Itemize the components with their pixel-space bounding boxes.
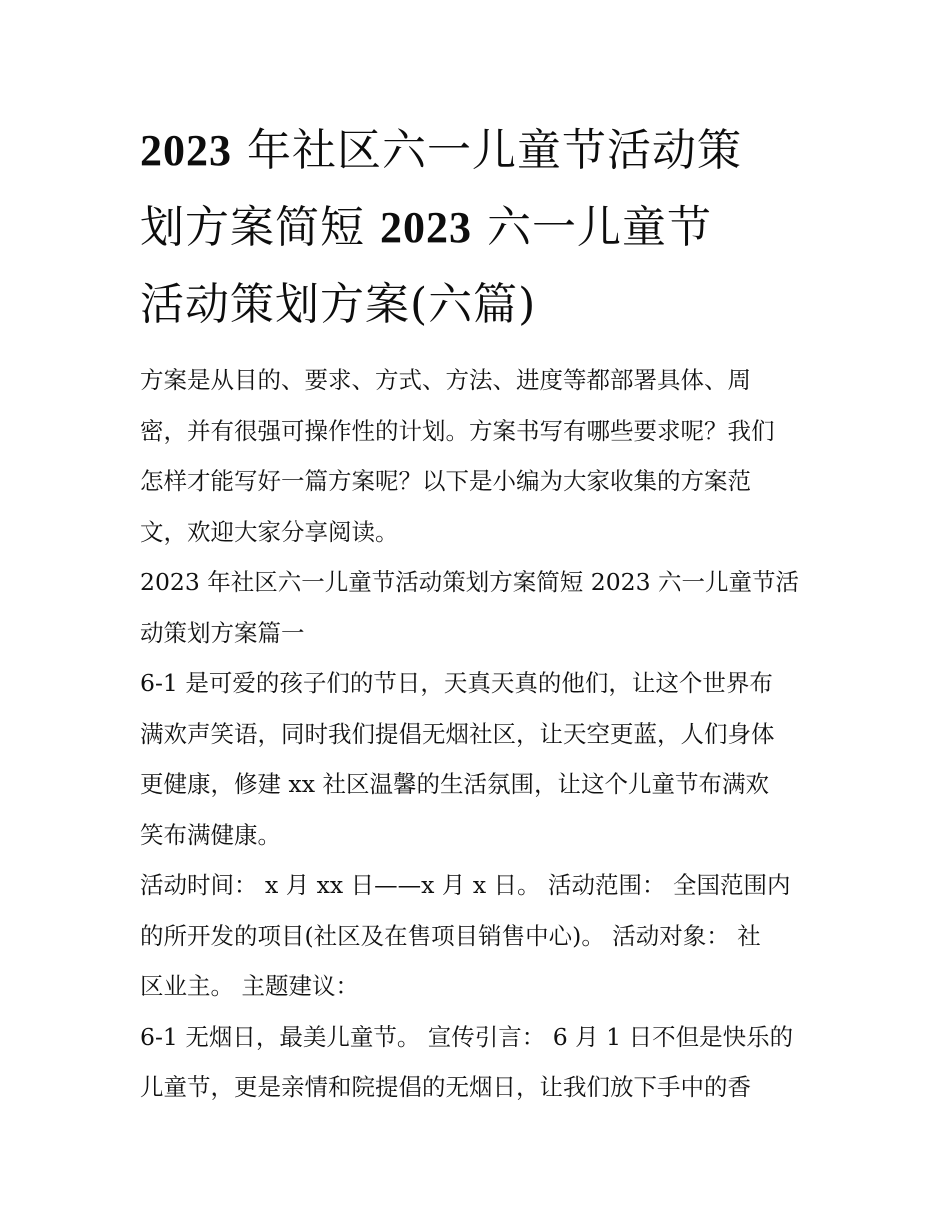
text-line: 的所开发的项目(社区及在售项目销售中心)。 活动对象： 社 bbox=[140, 921, 761, 950]
text-line: 活动时间： x 月 xx 日——x 月 x 日。 活动范围： 全国范围内 bbox=[140, 871, 791, 899]
document-body bbox=[140, 355, 820, 1113]
text-line: 区业主。 主题建议： bbox=[140, 972, 359, 1000]
title-text: 划方案简短 bbox=[140, 202, 380, 253]
text-line: 笑布满健康。 bbox=[140, 820, 281, 849]
title-year: 2023 bbox=[140, 126, 232, 175]
text-line: 2023 年社区六一儿童节活动策划方案简短 2023 六一儿童节活 bbox=[140, 568, 800, 596]
text-line: 儿童节，更是亲情和院提倡的无烟日，让我们放下手中的香 bbox=[140, 1073, 751, 1101]
paragraph bbox=[140, 557, 820, 658]
paragraph bbox=[140, 658, 820, 860]
paragraph bbox=[140, 1012, 820, 1113]
document-title bbox=[140, 112, 820, 343]
title-year: 2023 bbox=[380, 203, 472, 252]
title-line bbox=[140, 112, 820, 189]
text-line: 怎样才能写好一篇方案呢？以下是小编为大家收集的方案范 bbox=[140, 467, 751, 495]
paragraph bbox=[140, 355, 820, 557]
text-line: 6-1 无烟日，最美儿童节。 宣传引言： 6 月 1 日不但是快乐的 bbox=[140, 1022, 794, 1051]
text-line: 满欢声笑语，同时我们提倡无烟社区，让天空更蓝，人们身体 bbox=[140, 719, 775, 748]
text-line: 动策划方案篇一 bbox=[140, 618, 305, 647]
title-text: 六一儿童节 bbox=[472, 202, 712, 253]
title-line bbox=[140, 189, 820, 266]
text-line: 文，欢迎大家分享阅读。 bbox=[140, 517, 399, 546]
text-line: 更健康，修建 xx 社区温馨的生活氛围，让这个儿童节布满欢 bbox=[140, 770, 769, 798]
text-line: 6-1 是可爱的孩子们的节日，天真天真的他们，让这个世界布 bbox=[140, 669, 773, 697]
title-line bbox=[140, 266, 820, 343]
title-text: 活动策划方案(六篇) bbox=[140, 279, 537, 330]
title-text: 年社区六一儿童节活动策 bbox=[232, 125, 742, 176]
text-line: 密，并有很强可操作性的计划。方案书写有哪些要求呢？我们 bbox=[140, 416, 775, 445]
paragraph bbox=[140, 860, 820, 1012]
text-line: 方案是从目的、要求、方式、方法、进度等都部署具体、周 bbox=[140, 366, 751, 394]
document-page bbox=[140, 112, 820, 1113]
